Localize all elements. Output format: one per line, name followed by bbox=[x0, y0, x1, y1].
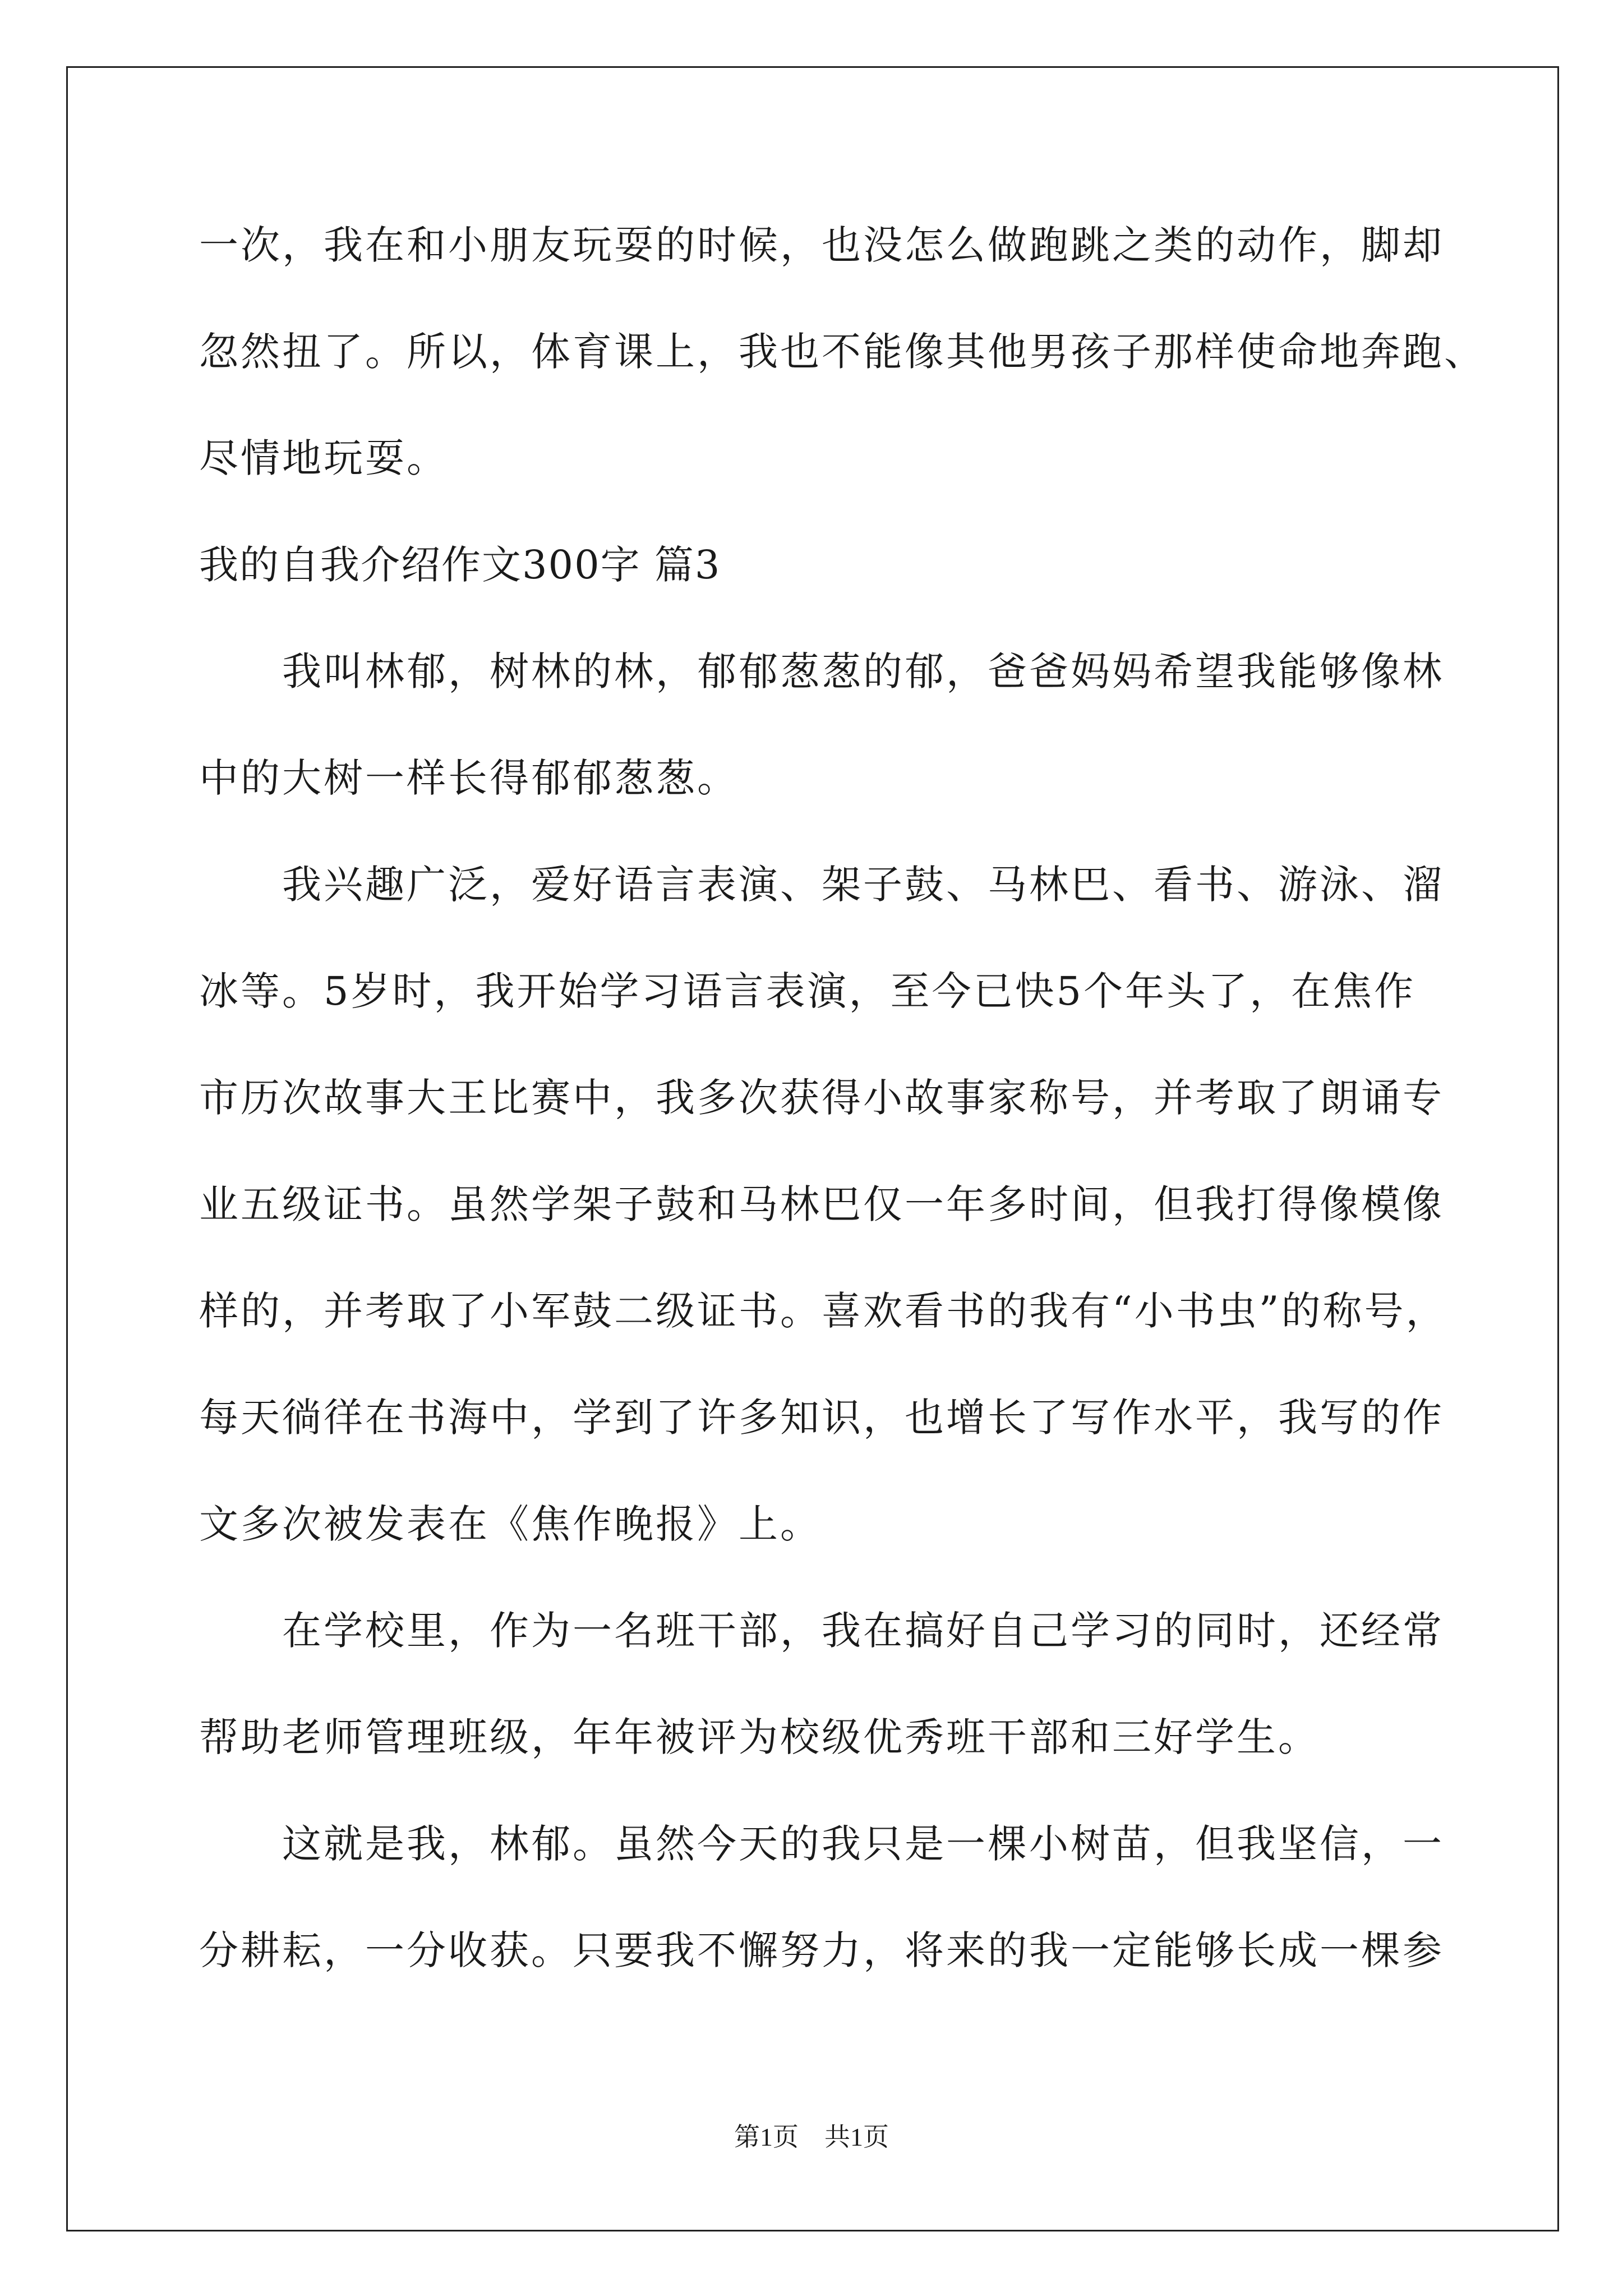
text-line: 我兴趣广泛，爱好语言表演、架子鼓、马林巴、看书、游泳、溜 bbox=[199, 862, 1444, 908]
text-line: 中的大树一样长得郁郁葱葱。 bbox=[199, 755, 739, 801]
text-line: 尽情地玩耍。 bbox=[199, 435, 448, 481]
text-line: 业五级证书。虽然学架子鼓和马林巴仅一年多时间，但我打得像模像 bbox=[199, 1181, 1444, 1227]
text-line: 在学校里，作为一名班干部，我在搞好自己学习的同时，还经常 bbox=[199, 1608, 1444, 1654]
text-line: 一次，我在和小朋友玩耍的时候，也没怎么做跑跳之类的动作，脚却 bbox=[199, 222, 1444, 268]
text-line: 每天徜徉在书海中，学到了许多知识，也增长了写作水平，我写的作 bbox=[199, 1395, 1444, 1441]
text-line: 冰等。5岁时，我开始学习语言表演，至今已快5个年头了，在焦作 bbox=[199, 968, 1416, 1014]
text-line: 市历次故事大王比赛中，我多次获得小故事家称号，并考取了朗诵专 bbox=[199, 1075, 1444, 1121]
text-line: 分耕耘，一分收获。只要我不懈努力，将来的我一定能够长成一棵参 bbox=[199, 1927, 1444, 1973]
text-line: 忽然扭了。所以，体育课上，我也不能像其他男孩子那样使命地奔跑、 bbox=[199, 329, 1486, 375]
text-line: 这就是我，林郁。虽然今天的我只是一棵小树苗，但我坚信，一 bbox=[199, 1821, 1444, 1867]
text-line: 文多次被发表在《焦作晚报》上。 bbox=[199, 1501, 822, 1547]
text-line: 我叫林郁，树林的林，郁郁葱葱的郁，爸爸妈妈希望我能够像林 bbox=[199, 648, 1444, 694]
document-body bbox=[199, 214, 1486, 2026]
text-line: 样的，并考取了小军鼓二级证书。喜欢看书的我有“小书虫”的称号， bbox=[199, 1288, 1447, 1334]
page-number-footer: 第1页 共1页 bbox=[734, 2123, 889, 2151]
text-line: 帮助老师管理班级，年年被评为校级优秀班干部和三好学生。 bbox=[199, 1714, 1320, 1760]
section-heading: 我的自我介绍作文300字 篇3 bbox=[199, 542, 721, 588]
